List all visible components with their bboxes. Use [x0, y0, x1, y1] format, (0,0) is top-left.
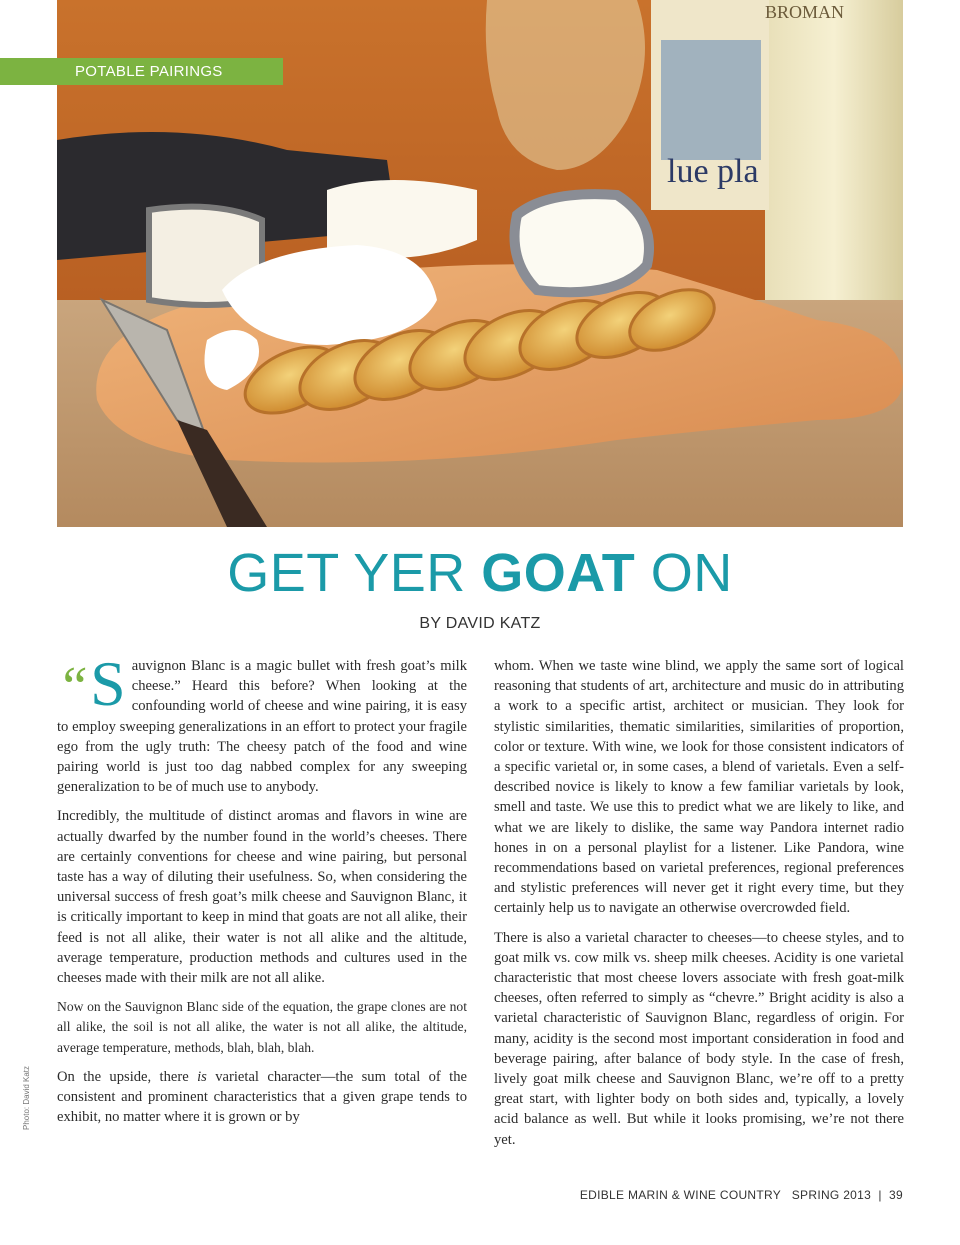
article-paragraph: Now on the Sauvignon Blanc side of the equation, the grape clones are not all alike, the soil is not all alike, the water is not all alike, the altitude, average temperature, methods, blah, blah, blah.	[57, 999, 467, 1055]
emphasis-text: is	[197, 1068, 207, 1085]
paragraph-text: auvignon Blanc is a magic bullet with fresh goat’s milk cheese.” Heard this before? When looking at the confounding world of cheese and wine pairing, it is easy to employ sweeping generalizations in an effort to protect your fragile ego from the ugly truth: The cheesy patch of the food and wine pairing world is just too dag nabbed complex for any sweeping generalization to be of much use to anybody.	[57, 658, 467, 796]
headline-bold: GOAT	[481, 543, 636, 603]
section-tag: POTABLE PAIRINGS	[0, 58, 283, 85]
headline-part1: GET YER	[227, 543, 482, 603]
drop-letter: S	[90, 648, 126, 719]
drop-quote: “	[57, 656, 89, 718]
photo-credit: Photo: David Katz	[22, 1065, 31, 1130]
article-paragraph	[57, 1067, 467, 1128]
article-paragraph: Incredibly, the multitude of distinct aromas and flavors in wine are actually dwarfed by the number found in the world’s cheeses. There are certainly conventions for cheese and wine pairing, but personal taste has a way of diluting their usefulness. So, when considering the universal success of fresh goat’s milk cheese and Sauvignon Blanc, it is critically important to keep in mind that goats are not all alike, their feed is not all alike, their water is not all alike and the altitude, average temperature, production methods and cultures used in the cheeses made with their milk are not all alike.	[57, 808, 467, 987]
paragraph-text: varietal character—the sum total of the consistent and prominent characteristics that a given grape tends to exhibit, no matter where it is grown or by	[57, 1068, 467, 1126]
article-paragraph: whom. When we taste wine blind, we apply the same sort of logical reasoning that students of art, architecture and music do in attributing a work to a specific artist, architect or musician. They look for stylistic similarities, thematic similarities, similarities of proportion, color or texture. With wine, we look for those consistent indicators of a specific varietal or, in some cases, a blend of varietals. Even a self-described novice is likely to know a few familiar varietals by look, smell and taste. We use this to predict what we are likely to like, and what we are likely to dislike, the same way Pandora internet radio hones in on a personal playlist for a listener. Like Pandora, wine recommendations based on varietal preferences, regional preferences and stylistic preferences will never get it right every time, but they certainly help us to navigate an otherwise overcrowded field.	[494, 658, 904, 917]
article-paragraph	[57, 648, 467, 797]
article-paragraph: There is also a varietal character to cheeses—to cheese styles, and to goat milk vs. cow milk vs. sheep milk cheeses. Acidity is one varietal characteristic that most cheese lovers associate with fresh goat-milk cheeses, often referred to simply as “chevre.” Bright acidity is also a varietal characteristic of Sauvignon Blanc, regardless of origin. For many, acidity is the second most important consideration in food and beverage pairing, after balance of body style. In the case of fresh, lively goat milk cheese and Sauvignon Blanc, we’re off to a pretty great start, with lighter body on both sides and, typically, a lovely acid balance as well. But while it looks promising, we’re not there yet.	[494, 929, 904, 1148]
article-column-left	[57, 648, 467, 1136]
drop-cap	[57, 648, 126, 719]
bottle-label-blue-planet: lue pla	[667, 153, 759, 190]
page-footer: EDIBLE MARIN & WINE COUNTRY SPRING 2013 | 39	[579, 1188, 903, 1202]
article-column-right	[494, 656, 904, 1159]
bottle-label-broman: BROMAN	[765, 2, 845, 22]
headline-part2: ON	[635, 543, 733, 603]
headline	[0, 540, 960, 606]
byline: BY DAVID KATZ	[419, 615, 541, 632]
paragraph-text: On the upside, there	[57, 1068, 198, 1085]
